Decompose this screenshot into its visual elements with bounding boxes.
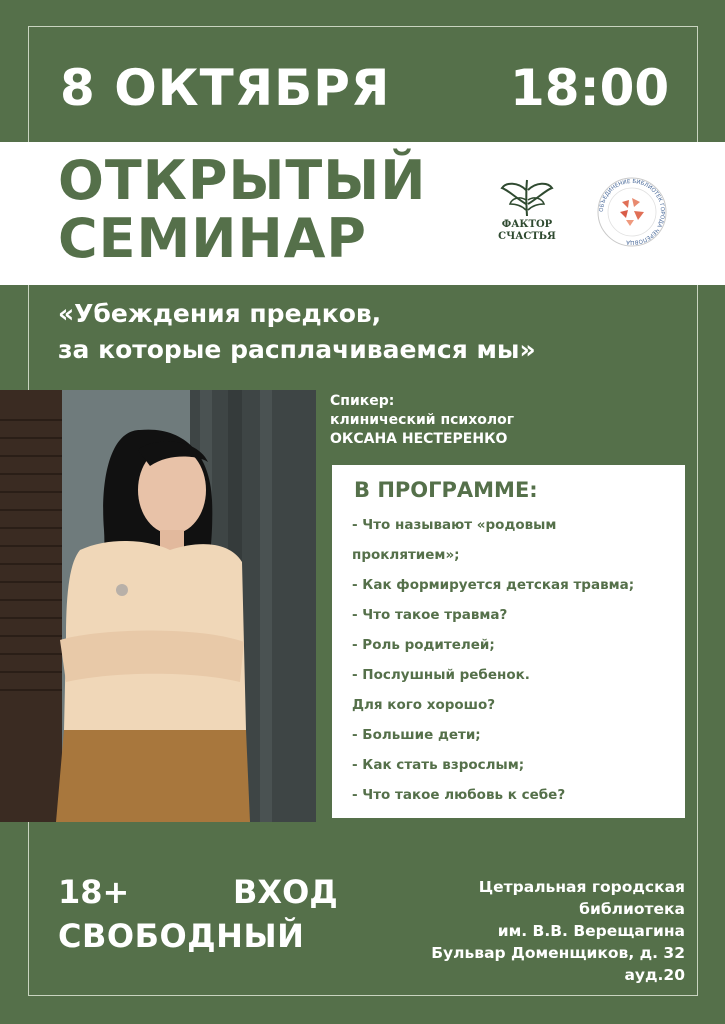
address-line: ауд.20	[624, 966, 685, 984]
program-list	[352, 510, 634, 810]
program-item: - Роль родителей;	[352, 637, 495, 653]
topic-line-1: «Убеждения предков,	[58, 299, 382, 328]
library-union-logo-icon	[596, 176, 668, 248]
address-line: библиотека	[579, 900, 685, 918]
entry-line-2: СВОБОДНЫЙ	[58, 917, 305, 955]
program-item: - Что такое травма?	[352, 607, 508, 623]
address-line: Бульвар Доменщиков, д. 32	[431, 944, 685, 962]
event-time: 18:00	[510, 59, 670, 117]
program-box	[332, 465, 685, 818]
program-item: Для кого хорошо?	[352, 697, 496, 713]
program-item: - Послушный ребенок.	[352, 667, 530, 683]
program-item: - Большие дети;	[352, 727, 481, 743]
title-line-1: ОТКРЫТЫЙ	[58, 149, 427, 212]
factor-logo-text: ФАКТОР СЧАСТЬЯ	[498, 219, 556, 242]
address-line: им. В.В. Верещагина	[497, 922, 685, 940]
speaker-label: Спикер:	[330, 393, 395, 409]
topic-line-2: за которые расплачиваемся мы»	[58, 335, 536, 364]
event-date: 8 ОКТЯБРЯ	[60, 59, 391, 117]
program-item: - Что называют «родовым	[352, 517, 557, 533]
age-rating: 18+	[58, 873, 130, 911]
program-item: проклятием»;	[352, 547, 460, 563]
speaker-info	[330, 392, 514, 449]
svg-text:ОБЪЕДИНЕНИЕ БИБЛИОТЕК ГОРОДА Ч: ОБЪЕДИНЕНИЕ БИБЛИОТЕК ГОРОДА ЧЕРЕПОВЦА	[598, 178, 666, 246]
program-item: - Что такое любовь к себе?	[352, 787, 566, 803]
seminar-topic	[58, 296, 536, 368]
program-item: - Как формируется детская травма;	[352, 577, 635, 593]
title-line-2: СЕМИНАР	[58, 207, 368, 270]
speaker-photo	[0, 390, 316, 822]
entry-line-1: ВХОД	[233, 873, 338, 911]
speaker-name: ОКСАНА НЕСТЕРЕНКО	[330, 431, 508, 447]
venue-address	[431, 876, 685, 986]
speaker-role: клинический психолог	[330, 412, 515, 428]
program-title: В ПРОГРАММЕ:	[354, 478, 538, 502]
program-item: - Как стать взрослым;	[352, 757, 525, 773]
address-line: Цетральная городская	[478, 878, 685, 896]
